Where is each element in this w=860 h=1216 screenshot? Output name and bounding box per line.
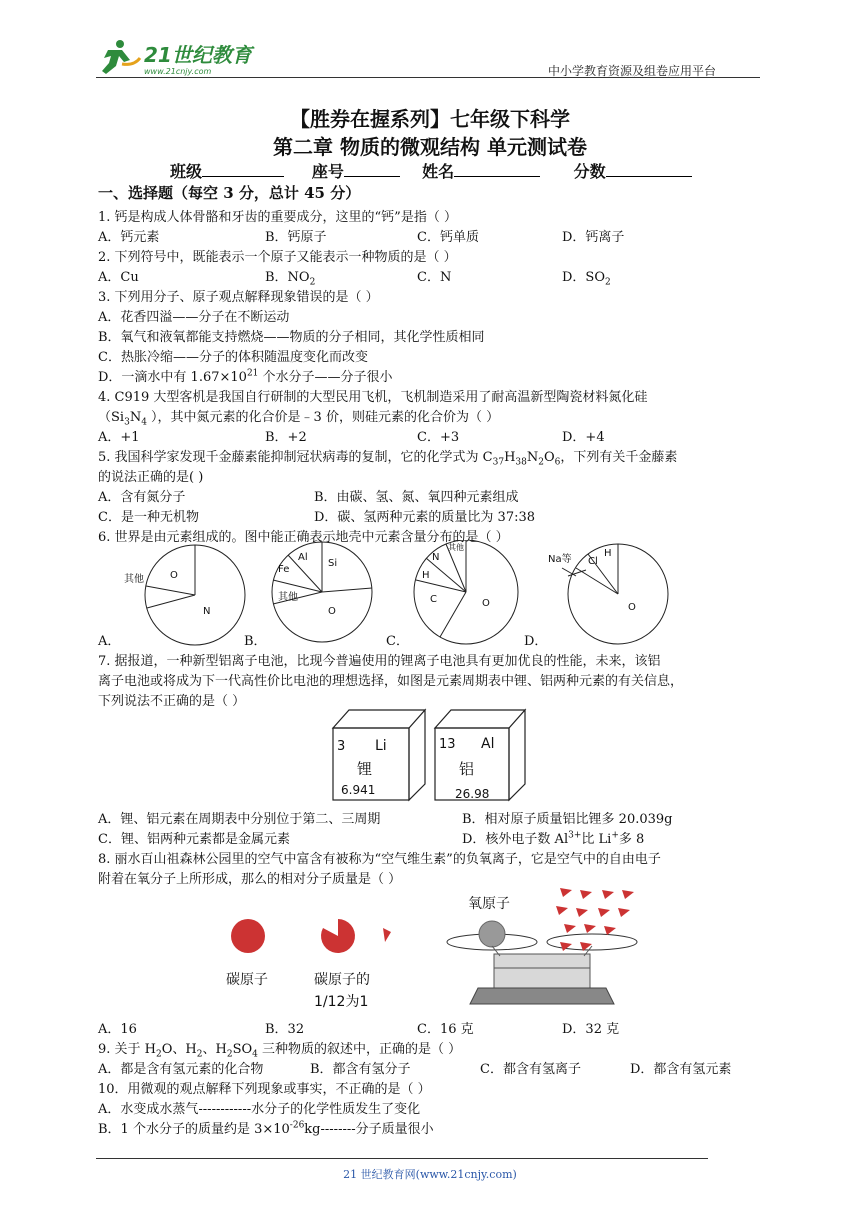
- pie-d-label-na: Na等: [548, 554, 572, 565]
- svg-text:www.21cnjy.com: www.21cnjy.com: [144, 67, 212, 76]
- q6-option-d[interactable]: D．: [524, 634, 548, 649]
- score-label: 分数: [573, 162, 606, 181]
- question-10: 10．用微观的观点解释下列现象或事实，不正确的是（ ）: [98, 1082, 431, 1097]
- q1-option-b[interactable]: B．钙原子: [265, 230, 327, 245]
- li-number: 3: [337, 739, 346, 754]
- al-symbol: Al: [481, 736, 495, 752]
- question-6: 6. 世界是由元素组成的。图中能正确表示地壳中元素含量分布的是（ ）: [98, 530, 509, 545]
- oxygen-label: 氧原子: [468, 896, 510, 912]
- question-2: 2. 下列符号中，既能表示一个原子又能表示一种物质的是（ ）: [98, 250, 457, 265]
- pie-d[interactable]: [548, 544, 668, 644]
- pie-b[interactable]: [272, 542, 372, 642]
- li-symbol: Li: [375, 738, 387, 754]
- q6-option-a[interactable]: A．: [98, 634, 121, 649]
- pie-a-label-other: 其他: [124, 574, 144, 585]
- q7-option-d[interactable]: D．核外电子数 $Al^{3+}$比 Li+多 8: [462, 830, 645, 847]
- q2-option-d[interactable]: D．$SO_2$: [562, 270, 611, 288]
- q9-option-b[interactable]: B．都含有氢分子: [310, 1062, 411, 1077]
- q10-option-b[interactable]: B．1 个水分子的质量约是 $3\times 10^{-26}kg--------$分子质量很小: [98, 1120, 434, 1137]
- platform-label: 中小学教育资源及组卷应用平台: [548, 64, 717, 78]
- q7-option-a[interactable]: A．锂、铝元素在周期表中分别位于第二、三周期: [98, 812, 381, 827]
- pie-c-label-n: N: [432, 552, 440, 563]
- pie-b-label-al: Al: [298, 552, 308, 563]
- q4-option-a[interactable]: A．+1: [98, 430, 140, 445]
- class-label: 班级: [170, 162, 203, 181]
- al-mass: 26.98: [455, 787, 490, 801]
- section-title: 一、选择题（每空 3 分，总计 45 分）: [98, 184, 361, 202]
- carbon-label: 碳原子: [226, 972, 268, 988]
- question-4-line1: 4. C919 大型客机是我国自行研制的大型民用飞机，飞机制造采用了耐高温新型陶瓷材料氮化硅: [98, 390, 648, 405]
- li-mass: 6.941: [341, 783, 376, 797]
- q4-option-b[interactable]: B．+2: [265, 430, 307, 445]
- doc-subtitle: 第二章 物质的微观结构 单元测试卷: [273, 135, 587, 159]
- q6-pie-charts: [110, 540, 760, 648]
- al-name: 铝: [459, 760, 475, 778]
- q5-option-b[interactable]: B．由碳、氢、氮、氧四种元素组成: [314, 490, 519, 505]
- header-divider: [96, 77, 760, 78]
- q8-option-b[interactable]: B．32: [265, 1022, 305, 1037]
- carbon-twelfth: [383, 928, 391, 942]
- question-8-line2: 附着在氧分子上所形成，那么的相对分子质量是（ ）: [98, 872, 402, 887]
- li-name: 锂: [357, 760, 373, 778]
- pie-a[interactable]: [124, 545, 245, 645]
- q8-option-a[interactable]: A．16: [98, 1022, 137, 1037]
- element-cards: [325, 706, 535, 802]
- q8-option-d[interactable]: D．32 克: [562, 1022, 620, 1037]
- q3-option-b[interactable]: B．氧气和液氧都能支持燃烧——物质的分子相同，其化学性质相同: [98, 330, 485, 345]
- carbon-twelfth-label-2: 1/12为1: [314, 994, 369, 1010]
- q3-option-a[interactable]: A．花香四溢——分子在不断运动: [98, 310, 290, 325]
- q2-option-c[interactable]: C．N: [417, 270, 452, 285]
- seat-blank[interactable]: [344, 162, 400, 177]
- site-logo: [94, 36, 264, 78]
- pie-c-label-other: 其他: [448, 543, 464, 552]
- pie-a-label-o: O: [170, 570, 178, 581]
- q2-option-b[interactable]: B．$NO_2$: [265, 270, 316, 288]
- q8-option-c[interactable]: C．16 克: [417, 1022, 474, 1037]
- q4-option-d[interactable]: D．+4: [562, 430, 605, 445]
- pie-b-label-o: O: [328, 606, 336, 617]
- q5-option-a[interactable]: A．含有氮分子: [98, 490, 186, 505]
- q6-option-b[interactable]: B．: [244, 634, 267, 649]
- svg-text:21世纪教育: 21世纪教育: [144, 43, 252, 67]
- name-blank[interactable]: [454, 162, 540, 177]
- score-blank[interactable]: [606, 162, 692, 177]
- pie-a-label-n: N: [203, 606, 211, 617]
- q9-option-d[interactable]: D．都含有氢元素: [630, 1062, 732, 1077]
- q8-figure: [210, 884, 640, 1014]
- carbon-atom: [231, 919, 265, 953]
- carbon-atom-cut: [321, 919, 355, 953]
- student-fields: [170, 159, 692, 182]
- q5-option-d[interactable]: D．碳、氢两种元素的质量比为 37:38: [314, 510, 536, 525]
- q1-option-a[interactable]: A．钙元素: [98, 230, 160, 245]
- question-8-line1: 8. 丽水百山祖森林公园里的空气中富含有被称为“空气维生素”的负氧离子，它是空气中的自由电子: [98, 852, 661, 867]
- question-7-line2: 离子电池或将成为下一代高性价比电池的理想选择，如图是元素周期表中锂、铝两种元素的有关信息，: [98, 674, 684, 689]
- pie-c-label-c: C: [430, 594, 437, 605]
- q1-option-c[interactable]: C．钙单质: [417, 230, 479, 245]
- q1-option-d[interactable]: D．钙离子: [562, 230, 625, 245]
- question-7-line1: 7. 据报道，一种新型铝离子电池，比现今普遍使用的锂离子电池具有更加优良的性能，未来，该铝: [98, 654, 661, 669]
- footer-text: 21 世纪教育网(www.21cnjy.com): [343, 1168, 517, 1181]
- q9-option-a[interactable]: A．都是含有氢元素的化合物: [98, 1062, 264, 1077]
- pie-c-label-h: H: [422, 570, 430, 581]
- q6-option-c[interactable]: C．: [386, 634, 409, 649]
- q4-option-c[interactable]: C．+3: [417, 430, 460, 445]
- doc-title: 【胜券在握系列】七年级下科学: [290, 107, 570, 131]
- question-1: 1. 钙是构成人体骨骼和牙齿的重要成分，这里的“钙”是指（ ）: [98, 210, 457, 225]
- carbon-twelfth-label-1: 碳原子的: [314, 972, 370, 988]
- question-9: 9. 关于 $H_2O$、$H_2$、$H_2SO_4$ 三种物质的叙述中，正确的是（ ）: [98, 1042, 462, 1060]
- pie-d-label-cl: Cl: [588, 556, 598, 567]
- pie-b-label-fe: Fe: [278, 564, 290, 575]
- footer-divider: [96, 1158, 708, 1159]
- pie-d-label-h: H: [604, 548, 612, 559]
- al-number: 13: [439, 737, 456, 752]
- question-3: 3. 下列用分子、原子观点解释现象错误的是（ ）: [98, 290, 379, 305]
- q3-option-c[interactable]: C．热胀冷缩——分子的体积随温度变化而改变: [98, 350, 368, 365]
- pie-b-label-other: 其他: [278, 592, 298, 603]
- q5-option-c[interactable]: C．是一种无机物: [98, 510, 199, 525]
- pie-b-label-si: Si: [328, 558, 338, 569]
- q2-option-a[interactable]: A．Cu: [98, 270, 139, 285]
- q9-option-c[interactable]: C．都含有氢离子: [480, 1062, 581, 1077]
- twelfth-pieces: [556, 888, 634, 951]
- pie-c[interactable]: [414, 540, 518, 644]
- q7-option-b[interactable]: B．相对原子质量铝比锂多 20.039g: [462, 812, 673, 827]
- pie-d-label-o: O: [628, 602, 636, 613]
- seat-label: 座号: [311, 162, 344, 181]
- q3-option-d[interactable]: D．一滴水中有 $1.67\times 10^{21}$ 个水分子——分子很小: [98, 368, 393, 385]
- question-5-line2: 的说法正确的是( ): [98, 470, 204, 485]
- question-7-line3: 下列说法不正确的是（ ）: [98, 694, 246, 709]
- question-5-line1: 5. 我国科学家发现千金藤素能抑制冠状病毒的复制，它的化学式为 $C_{37}H_{38}N_2O_6$，下列有关千金藤素: [98, 450, 678, 468]
- q7-option-c[interactable]: C．锂、铝两种元素都是金属元素: [98, 832, 290, 847]
- question-4-line2: （$Si_3N_4$ ），其中氮元素的化合价是﹣3 价，则硅元素的化合价为（ ）: [98, 410, 500, 428]
- pie-c-label-o: O: [482, 598, 490, 609]
- class-blank[interactable]: [202, 162, 284, 177]
- q10-option-a[interactable]: A．水变成水蒸气------------水分子的化学性质发生了变化: [98, 1102, 421, 1117]
- name-label: 姓名: [422, 162, 455, 181]
